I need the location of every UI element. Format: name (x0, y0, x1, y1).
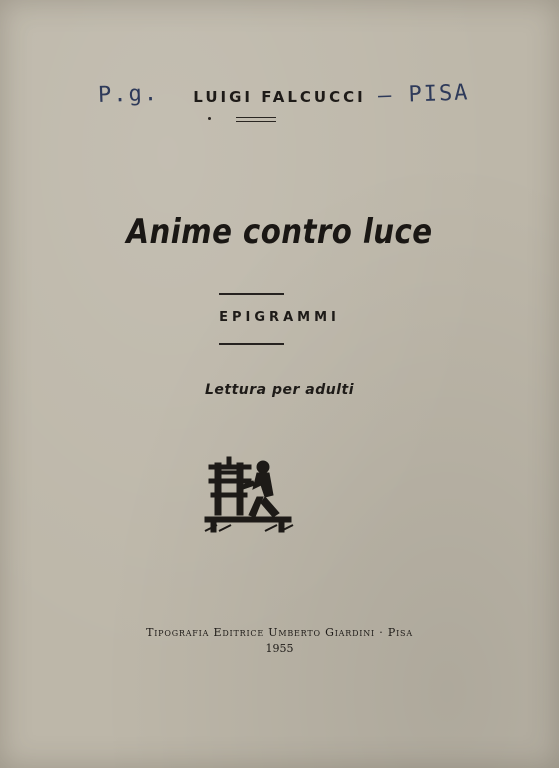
author-name: LUIGI FALCUCCI (193, 88, 366, 106)
publisher-imprint: Tipografia Editrice Umberto Giardini · Pisa (146, 626, 413, 639)
author-underline (236, 117, 276, 122)
author-dot-ornament (208, 117, 211, 120)
handwritten-note-left: P.g. (97, 80, 160, 109)
book-subtitle: EPIGRAMMI (219, 310, 340, 325)
rule-top (219, 293, 284, 295)
rule-bottom (219, 343, 284, 345)
book-title: Anime contro luce (126, 212, 433, 252)
handwritten-note-right: – PISA (377, 80, 470, 109)
reader-note: Lettura per adulti (204, 382, 354, 398)
publication-year: 1955 (265, 642, 294, 655)
printer-emblem-icon (203, 455, 295, 535)
